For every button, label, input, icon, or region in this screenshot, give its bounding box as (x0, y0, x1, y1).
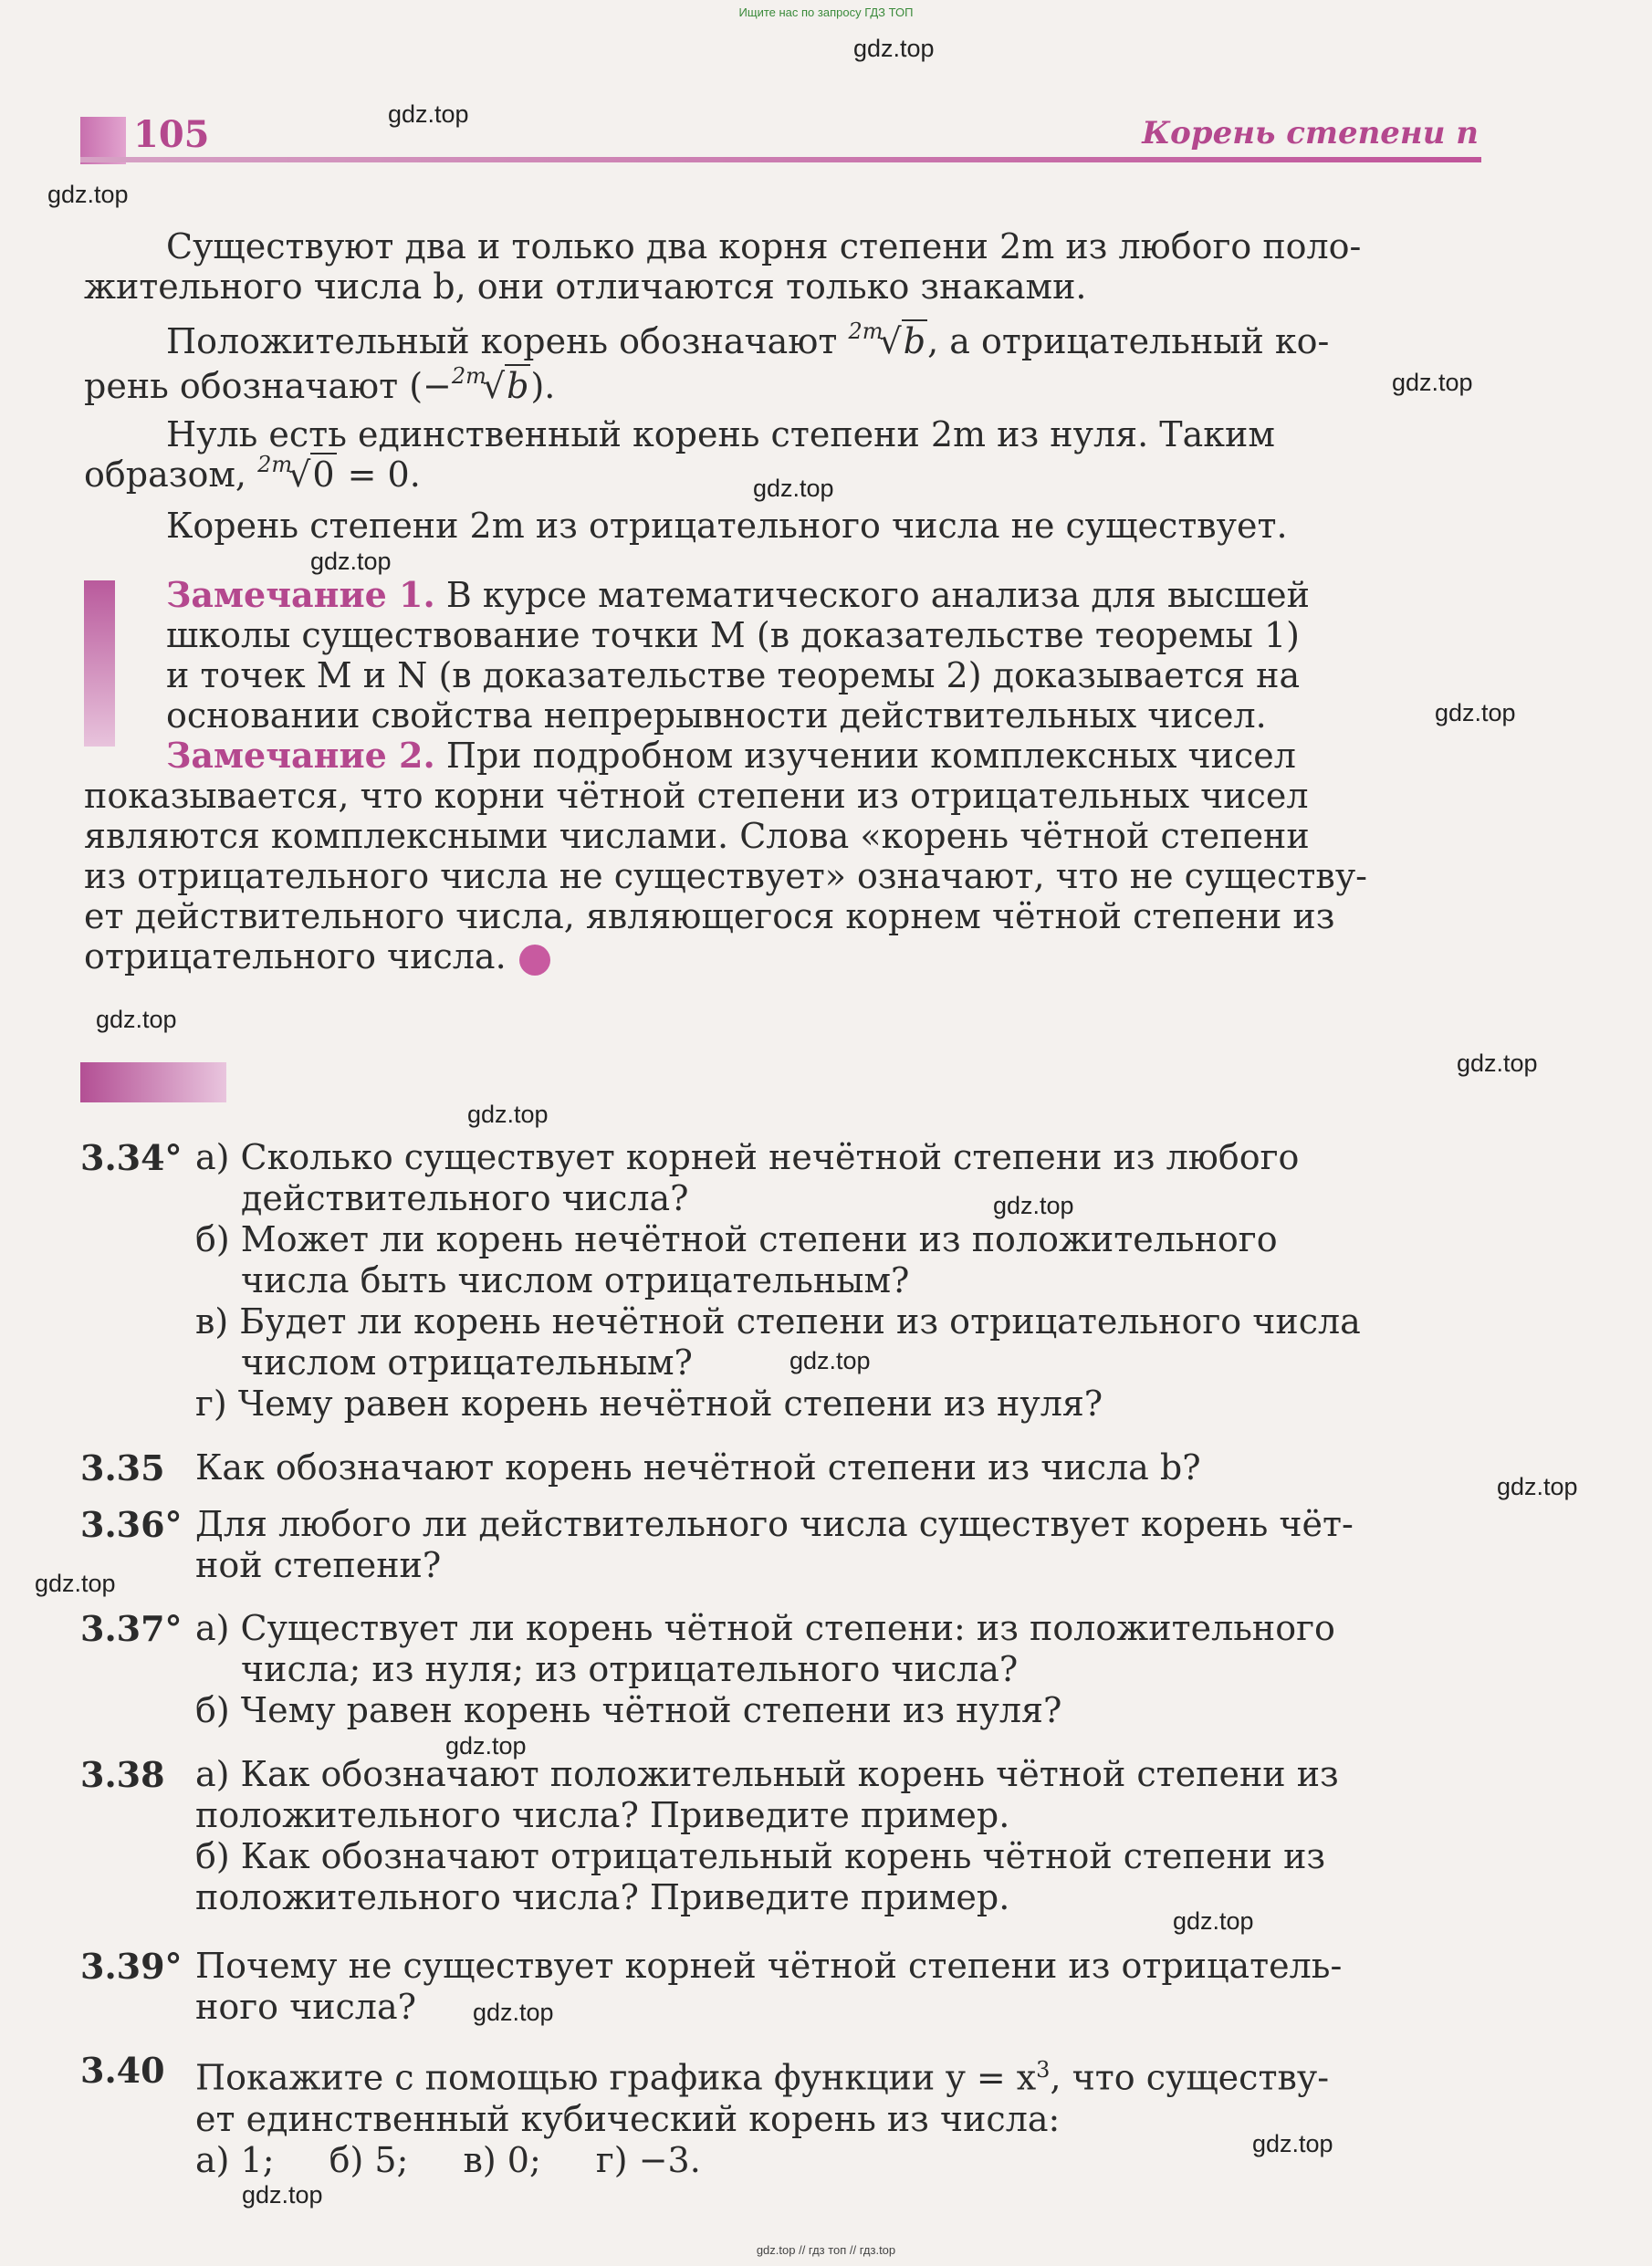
watermark: gdz.top (445, 1732, 527, 1760)
exercise-line: г) Чему равен корень нечётной степени из нуля? (195, 1384, 1103, 1424)
option-b: б) 5; (329, 2139, 409, 2180)
watermark: gdz.top (753, 475, 834, 502)
exercise-3-36 (80, 1504, 1481, 1586)
note-line: школы существование точки M (в доказательстве теоремы 1) (166, 615, 1300, 655)
intro-segment: ). (530, 366, 556, 406)
note-segment: При подробном изучении комплексных чисел (434, 736, 1296, 776)
exercise-line: числа быть числом отрицательным? (241, 1260, 910, 1300)
intro-segment: = 0. (336, 454, 421, 495)
intro-text (84, 318, 1480, 411)
watermark: gdz.top (789, 1347, 871, 1374)
header-rule (80, 157, 1481, 162)
intro-segment: , а отрицательный ко- (927, 321, 1330, 361)
running-title: Корень степени n (1142, 115, 1479, 151)
exercise-line: в) Будет ли корень нечётной степени из отрицательного числа (195, 1301, 1361, 1342)
exercise-3-40 (80, 2050, 1481, 2181)
exercise-line: ного числа? (195, 1987, 416, 2027)
note-label: Замечание 2. (166, 735, 435, 776)
note-1 (84, 575, 1480, 736)
watermark: gdz.top (1173, 1907, 1254, 1935)
root-index: 2m (451, 363, 486, 389)
page-number: 105 (133, 113, 210, 156)
note-label: Замечание 1. (166, 574, 435, 615)
exercise-line: положительного числа? Приведите пример. (195, 1877, 1010, 1917)
radicand: b (903, 321, 926, 361)
exercise-line: ной степени? (195, 1545, 442, 1585)
intro-text (84, 506, 1480, 546)
note-line (84, 936, 1480, 976)
watermark: gdz.top (473, 1999, 554, 2026)
exercise-line: б) Чему равен корень чётной степени из нуля? (195, 1690, 1062, 1730)
watermark: gdz.top (1435, 699, 1516, 726)
note-line (84, 736, 1480, 776)
exponent: 3 (1036, 2057, 1051, 2083)
watermark: gdz.top (310, 548, 392, 575)
intro-line: Существуют два и только два корня степени 2m из любого поло- (166, 226, 1362, 266)
intro-segment: рень обозначают (− (84, 366, 452, 406)
note-segment: отрицательного числа. (84, 936, 507, 976)
note-line: и точек M и N (в доказательстве теоремы 2) доказывается на (166, 655, 1301, 695)
root-2m-b (451, 363, 531, 411)
exercise-line: Как обозначают корень нечётной степени из числа b? (195, 1447, 1201, 1488)
exercise-number: 3.39° (80, 1946, 183, 1987)
watermark: gdz.top (993, 1192, 1074, 1219)
exercise-3-34 (80, 1137, 1481, 1425)
exercise-3-35 (80, 1447, 1481, 1488)
intro-line (84, 363, 1480, 411)
root-index: 2m (257, 452, 293, 477)
radical-sign: √ (288, 454, 311, 495)
exercise-line: б) Как обозначают отрицательный корень чётной степени из (195, 1836, 1326, 1876)
exercise-line: действительного числа? (241, 1178, 689, 1218)
intro-segment: образом, (84, 454, 246, 495)
intro-segment: Положительный корень обозначают (166, 321, 838, 361)
exercise-number: 3.37° (80, 1608, 183, 1649)
option-d: г) −3. (595, 2139, 701, 2180)
exercise-line: ет единственный кубический корень из числа: (195, 2098, 1061, 2139)
end-marker (519, 945, 550, 976)
note-line: ет действительного числа, являющегося корнем чётной степени из (84, 896, 1335, 936)
note-2 (84, 736, 1480, 976)
exercise-line: а) Сколько существует корней нечётной степени из любого (195, 1137, 1300, 1177)
watermark: gdz.top (1252, 2130, 1333, 2157)
exercise-line (195, 2050, 1481, 2099)
exercise-3-37 (80, 1608, 1481, 1731)
exercises-accent-bar (80, 1062, 226, 1102)
root-2m-zero (257, 454, 336, 499)
exercise-3-38 (80, 1754, 1481, 1918)
watermark: gdz.top (1457, 1049, 1538, 1077)
watermark: gdz.top (242, 2181, 323, 2209)
exercise-line: числом отрицательным? (241, 1342, 693, 1383)
intro-line: жительного числа b, они отличаются только знаками. (84, 266, 1087, 307)
intro-line: Нуль есть единственный корень степени 2m из нуля. Таким (166, 414, 1275, 454)
top-note: Ищите нас по запросу ГДЗ ТОП (738, 5, 914, 19)
exercise-line: а) Как обозначают положительный корень чётной степени из (195, 1754, 1339, 1794)
exercise-3-39 (80, 1946, 1481, 2028)
bottom-note: gdz.top // гдз топ // гдз.top (756, 2243, 896, 2257)
radical-sign: √ (482, 366, 506, 406)
root-2m-b (848, 318, 928, 366)
option-c: в) 0; (463, 2139, 541, 2180)
note-line: из отрицательного числа не существует» означают, что не существу- (84, 856, 1368, 896)
watermark: gdz.top (1392, 369, 1473, 396)
exercise-segment: Покажите с помощью графика функции y = x (195, 2057, 1037, 2098)
exercise-line: Для любого ли действительного числа существует корень чёт- (195, 1504, 1354, 1544)
exercise-number: 3.36° (80, 1504, 183, 1545)
radical-sign: √ (879, 321, 902, 361)
watermark: gdz.top (96, 1006, 177, 1033)
exercise-segment: , что существу- (1050, 2057, 1330, 2098)
radicand: 0 (312, 454, 335, 495)
exercise-line: б) Может ли корень нечётной степени из положительного (195, 1219, 1278, 1259)
exercise-line: положительного числа? Приведите пример. (195, 1795, 1010, 1835)
watermark: gdz.top (467, 1101, 549, 1128)
option-a: а) 1; (195, 2139, 275, 2180)
note-line: являются комплексными числами. Слова «корень чётной степени (84, 816, 1310, 856)
watermark: gdz.top (35, 1570, 116, 1597)
exercise-number: 3.34° (80, 1137, 183, 1178)
exercise-line: а) Существует ли корень чётной степени: из положительного (195, 1608, 1335, 1648)
intro-line (84, 318, 1480, 366)
radicand: b (507, 366, 529, 406)
exercise-line: Почему не существует корней чётной степени из отрицатель- (195, 1946, 1343, 1986)
watermark: gdz.top (1497, 1473, 1578, 1500)
note-segment: В курсе математического анализа для высшей (434, 575, 1310, 615)
intro-line: Корень степени 2m из отрицательного числа не существует. (166, 506, 1288, 546)
watermark: gdz.top (388, 100, 469, 128)
exercise-number: 3.35 (80, 1447, 165, 1488)
intro-text (84, 226, 1480, 307)
note-line: основании свойства непрерывности действительных чисел. (166, 695, 1267, 736)
note-line (84, 575, 1480, 615)
watermark: gdz.top (853, 35, 935, 62)
note-line: показывается, что корни чётной степени из отрицательных чисел (84, 776, 1309, 816)
exercise-number: 3.38 (80, 1754, 165, 1795)
exercise-number: 3.40 (80, 2050, 165, 2091)
watermark: gdz.top (47, 181, 129, 208)
root-index: 2m (848, 318, 884, 344)
exercise-line: числа; из нуля; из отрицательного числа? (241, 1649, 1019, 1689)
